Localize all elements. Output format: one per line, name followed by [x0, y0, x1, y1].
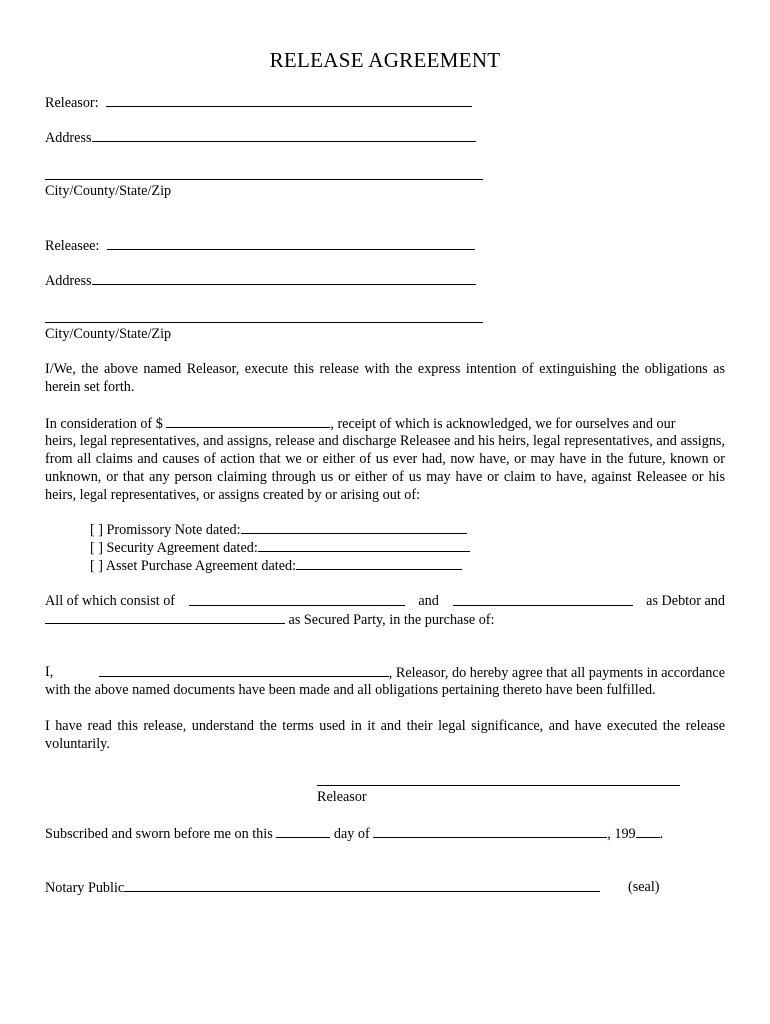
releasee-row	[45, 236, 475, 255]
sworn-year-suffix: .	[659, 826, 664, 842]
document-item-asset-purchase	[90, 556, 462, 575]
releasee-label: Releasee:	[45, 238, 100, 254]
intro-paragraph: I/We, the above named Releasor, execute this release with the express intention of extinguishing the obligations as herein set forth.	[45, 361, 725, 395]
debtor-two-field[interactable]	[453, 592, 633, 606]
document-item-promissory-note	[90, 520, 467, 539]
releasee-address-field[interactable]	[92, 271, 476, 285]
consideration-suffix: , receipt of which is acknowledged, we for ourselves and our	[330, 416, 676, 432]
asset-purchase-checkbox[interactable]: [ ]	[90, 558, 103, 574]
sworn-day-field[interactable]	[276, 824, 330, 838]
promissory-note-date-field[interactable]	[241, 520, 467, 534]
releasor-address-row	[45, 128, 476, 147]
consideration-amount-field[interactable]	[166, 414, 330, 428]
consist-debtor: as Debtor and	[646, 593, 725, 609]
affirm-first-line	[45, 663, 725, 682]
read-paragraph: I have read this release, understand the terms used in it and their legal significance, and have executed the release voluntarily.	[45, 718, 725, 752]
affirm-prefix: I,	[45, 664, 54, 680]
notary-signature-field[interactable]	[124, 878, 600, 892]
releasee-address-label: Address	[45, 273, 92, 289]
document-item-security-agreement	[90, 538, 470, 557]
releasor-city-label: City/County/State/Zip	[45, 183, 172, 199]
notary-seal-label: (seal)	[628, 879, 660, 895]
releasor-row	[45, 93, 472, 112]
consist-and: and	[418, 593, 439, 609]
document-title: RELEASE AGREEMENT	[269, 48, 501, 72]
notary-label: Notary Public	[45, 880, 125, 896]
promissory-note-checkbox[interactable]: [ ]	[90, 522, 103, 538]
security-agreement-date-field[interactable]	[258, 538, 470, 552]
consideration-first-line	[45, 414, 725, 433]
releasor-signature-label: Releasor	[317, 789, 367, 805]
sworn-year-field[interactable]	[636, 824, 660, 838]
releasor-name-field[interactable]	[106, 93, 472, 107]
releasor-label: Releasor:	[45, 95, 99, 111]
secured-party-field[interactable]	[45, 610, 285, 624]
sworn-prefix: Subscribed and sworn before me on this	[45, 826, 273, 842]
consist-prefix: All of which consist of	[45, 593, 176, 609]
promissory-note-label: Promissory Note dated:	[106, 522, 241, 538]
sworn-line	[45, 824, 663, 843]
security-agreement-label: Security Agreement dated:	[106, 540, 258, 556]
consist-secured: as Secured Party, in the purchase of:	[288, 612, 495, 628]
affirm-paragraph-rest: with the above named documents have been made and all obligations pertaining thereto have been fulfilled.	[45, 682, 656, 698]
asset-purchase-label: Asset Purchase Agreement dated:	[105, 558, 297, 574]
parties-second-line	[45, 610, 494, 629]
security-agreement-checkbox[interactable]: [ ]	[90, 540, 103, 556]
consideration-prefix: In consideration of $	[45, 416, 163, 432]
releasee-address-row	[45, 271, 476, 290]
sworn-month-field[interactable]	[373, 824, 607, 838]
notary-row	[45, 878, 600, 897]
consideration-paragraph: heirs, legal representatives, and assigns, release and discharge Releasee and his heirs, legal representatives, and assigns, from all claims and causes of action that we or either of us ever had, now have, or may have in the future, known or unknown, or that any person claiming through us or either of us may have or claim to have, against Releasee or his heirs, legal representatives, or assigns created by or arising out of:	[45, 433, 725, 503]
sworn-year-prefix: , 199	[607, 826, 636, 842]
releasor-address-label: Address	[45, 130, 92, 146]
releasor-address-field[interactable]	[92, 128, 476, 142]
releasee-city-label: City/County/State/Zip	[45, 326, 172, 342]
debtor-one-field[interactable]	[189, 592, 405, 606]
releasee-city-field[interactable]	[45, 322, 483, 323]
affirm-suffix: , Releasor, do hereby agree that all payments in accordance	[388, 665, 725, 681]
affirm-name-field[interactable]	[99, 663, 389, 677]
releasee-name-field[interactable]	[107, 236, 475, 250]
releasor-signature-field[interactable]	[317, 785, 680, 786]
releasor-city-field[interactable]	[45, 179, 483, 180]
asset-purchase-date-field[interactable]	[296, 556, 462, 570]
parties-first-line	[45, 592, 725, 610]
sworn-day-label: day of	[333, 826, 370, 842]
